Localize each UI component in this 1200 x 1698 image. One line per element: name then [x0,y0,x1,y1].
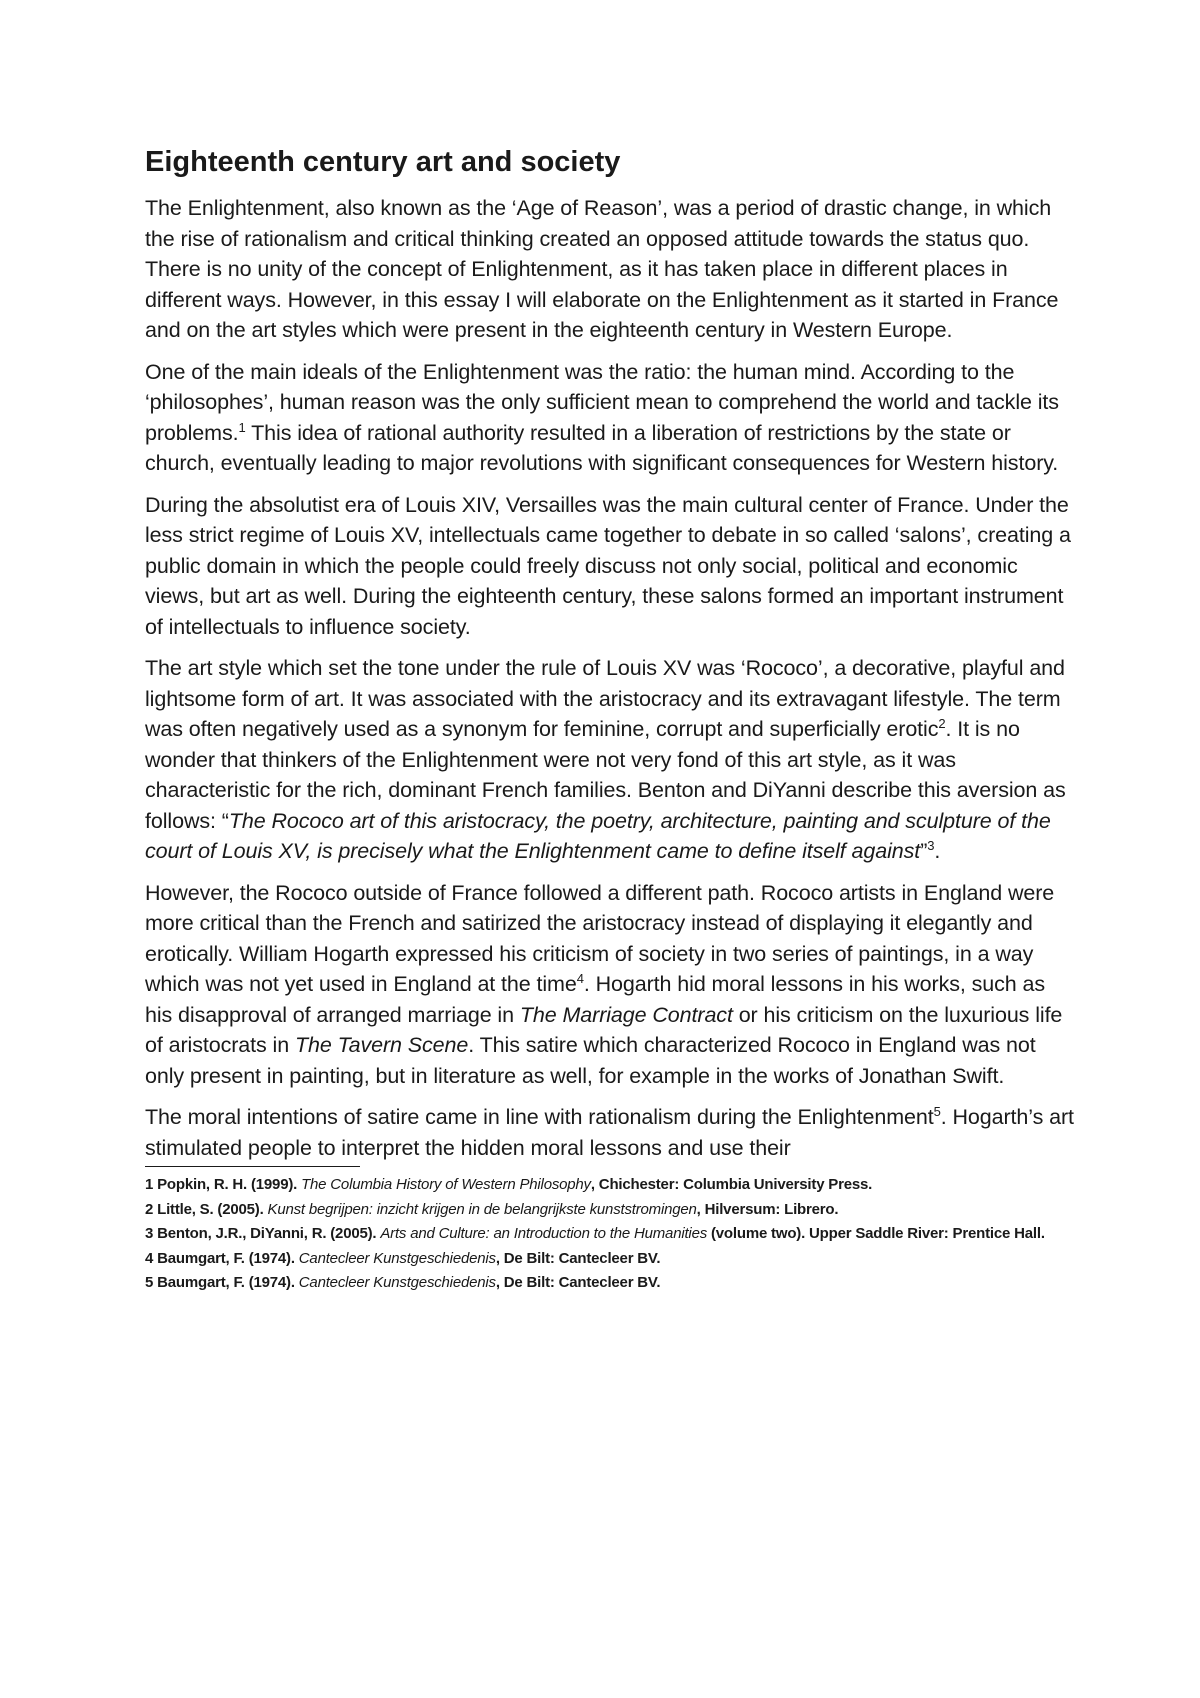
text-run: . Hogarth’s art stimulated people to interpret the hidden moral lessons and use their [145,1105,1074,1160]
italic-text: The Columbia History of Western Philosophy [301,1176,591,1193]
text-run: However, the Rococo outside of France followed a different path. Rococo artists in England were more critical than the French and satirized the aristocracy instead of displaying it elegantly and erotically. William Hogarth expressed his criticism of society in two series of paintings, in a way which was not yet used in England at the time [145,880,1055,996]
italic-text: Kunst begrijpen: inzicht krijgen in de belangrijkste kunststromingen [267,1200,697,1218]
paragraph-1 [145,193,1075,346]
footnote-5 [145,1271,1075,1296]
text-run: During the absolutist era of Louis XIV, Versailles was the main cultural center of France. Under the less strict regime of Louis XV, intellectuals came together to debate in so called ‘salons’, creating a public domain in which the people could freely discuss not only social, political and economic views, but art as well. During the eighteenth century, these salons formed an important instrument of intellectuals to influence society. [145,492,1071,639]
italic-text: Cantecleer Kunstgeschiedenis [298,1274,496,1291]
footnote-marker: 4 [576,970,584,986]
text-run: (volume two). Upper Saddle River: Prentice Hall. [707,1225,1045,1242]
footnote-2 [145,1198,1075,1223]
paragraph-3 [145,490,1075,643]
paragraph-2 [145,357,1075,479]
text-run: ” [920,839,928,863]
text-run: 4 Baumgart, F. (1974). [145,1249,299,1267]
text-run: , Chichester: Columbia University Press. [590,1176,873,1193]
text-run: , Hilversum: Librero. [696,1200,839,1218]
paragraph-4 [145,653,1075,867]
text-run: . [934,839,941,863]
italic-text: The Rococo art of this aristocracy, the poetry, architecture, painting and sculpture of the court of Louis XV, is precisely what the Enlightenment came to define itself against [145,808,1051,863]
footnote-marker: 2 [938,715,946,731]
text-run: 2 Little, S. (2005). [145,1200,268,1218]
italic-text: The Marriage Contract [519,1002,733,1027]
text-run: , De Bilt: Cantecleer BV. [495,1274,661,1291]
body-text [145,193,1075,1163]
footnote-4 [145,1247,1075,1272]
footnote-marker: 1 [238,419,246,435]
text-run: . Hogarth hid moral lessons in his works, such as his disapproval of arranged marriage in [145,972,1046,1027]
text-run: 3 Benton, J.R., DiYanni, R. (2005). [145,1225,381,1242]
text-run: The Enlightenment, also known as the ‘Age of Reason’, was a period of drastic change, in which the rise of rationalism and critical thinking created an opposed attitude towards the status quo. There is no unity of the concept of Enlightenment, as it has taken place in different places in different ways. However, in this essay I will elaborate on the Enlightenment as it started in France and on the art styles which were present in the eighteenth century in Western Europe. [145,196,1059,342]
document-title: Eighteenth century art and society [145,146,621,178]
text-run: This idea of rational authority resulted in a liberation of restrictions by the state or church, eventually leading to major revolutions with significant consequences for Western history. [145,420,1059,475]
footnote-1 [145,1173,1075,1198]
text-run: One of the main ideals of the Enlightenment was the ratio: the human mind. According to the ‘philosophes’, human reason was the only sufficient mean to comprehend the world and tackle its problems. [145,359,1059,445]
footnote-marker: 3 [927,837,935,853]
text-run: The art style which set the tone under the rule of Louis XV was ‘Rococo’, a decorative, playful and lightsome form of art. It was associated with the aristocracy and its extravagant lifestyle. The term was often negatively used as a synonym for feminine, corrupt and superficially erotic [145,656,1065,741]
footnote-3 [145,1222,1075,1247]
text-run: , De Bilt: Cantecleer BV. [495,1249,661,1267]
text-run: . It is no wonder that thinkers of the Enlightenment were not very fond of this art style, as it was characteristic for the rich, dominant French families. Benton and DiYanni describe this aversion as follows: “ [145,717,1066,833]
footnote-separator [145,1166,360,1167]
text-run: 5 Baumgart, F. (1974). [145,1274,299,1291]
footnotes [145,1173,1075,1296]
text-run: The moral intentions of satire came in line with rationalism during the Enlightenment [145,1105,934,1129]
footnote-marker: 5 [933,1103,941,1119]
italic-text: Cantecleer Kunstgeschiedenis [298,1249,496,1267]
paragraph-5 [145,878,1075,1092]
paragraph-6 [145,1102,1075,1163]
text-run: 1 Popkin, R. H. (1999). [145,1176,302,1193]
italic-text: The Tavern Scene [294,1033,469,1057]
document-page [145,142,1075,1296]
text-run: . This satire which characterized Rococo in England was not only present in painting, but in literature as well, for example in the works of Jonathan Swift. [145,1033,1036,1088]
italic-text: Arts and Culture: an Introduction to the Humanities [380,1225,708,1242]
text-run: or his criticism on the luxurious life of aristocrats in [145,1002,1063,1057]
